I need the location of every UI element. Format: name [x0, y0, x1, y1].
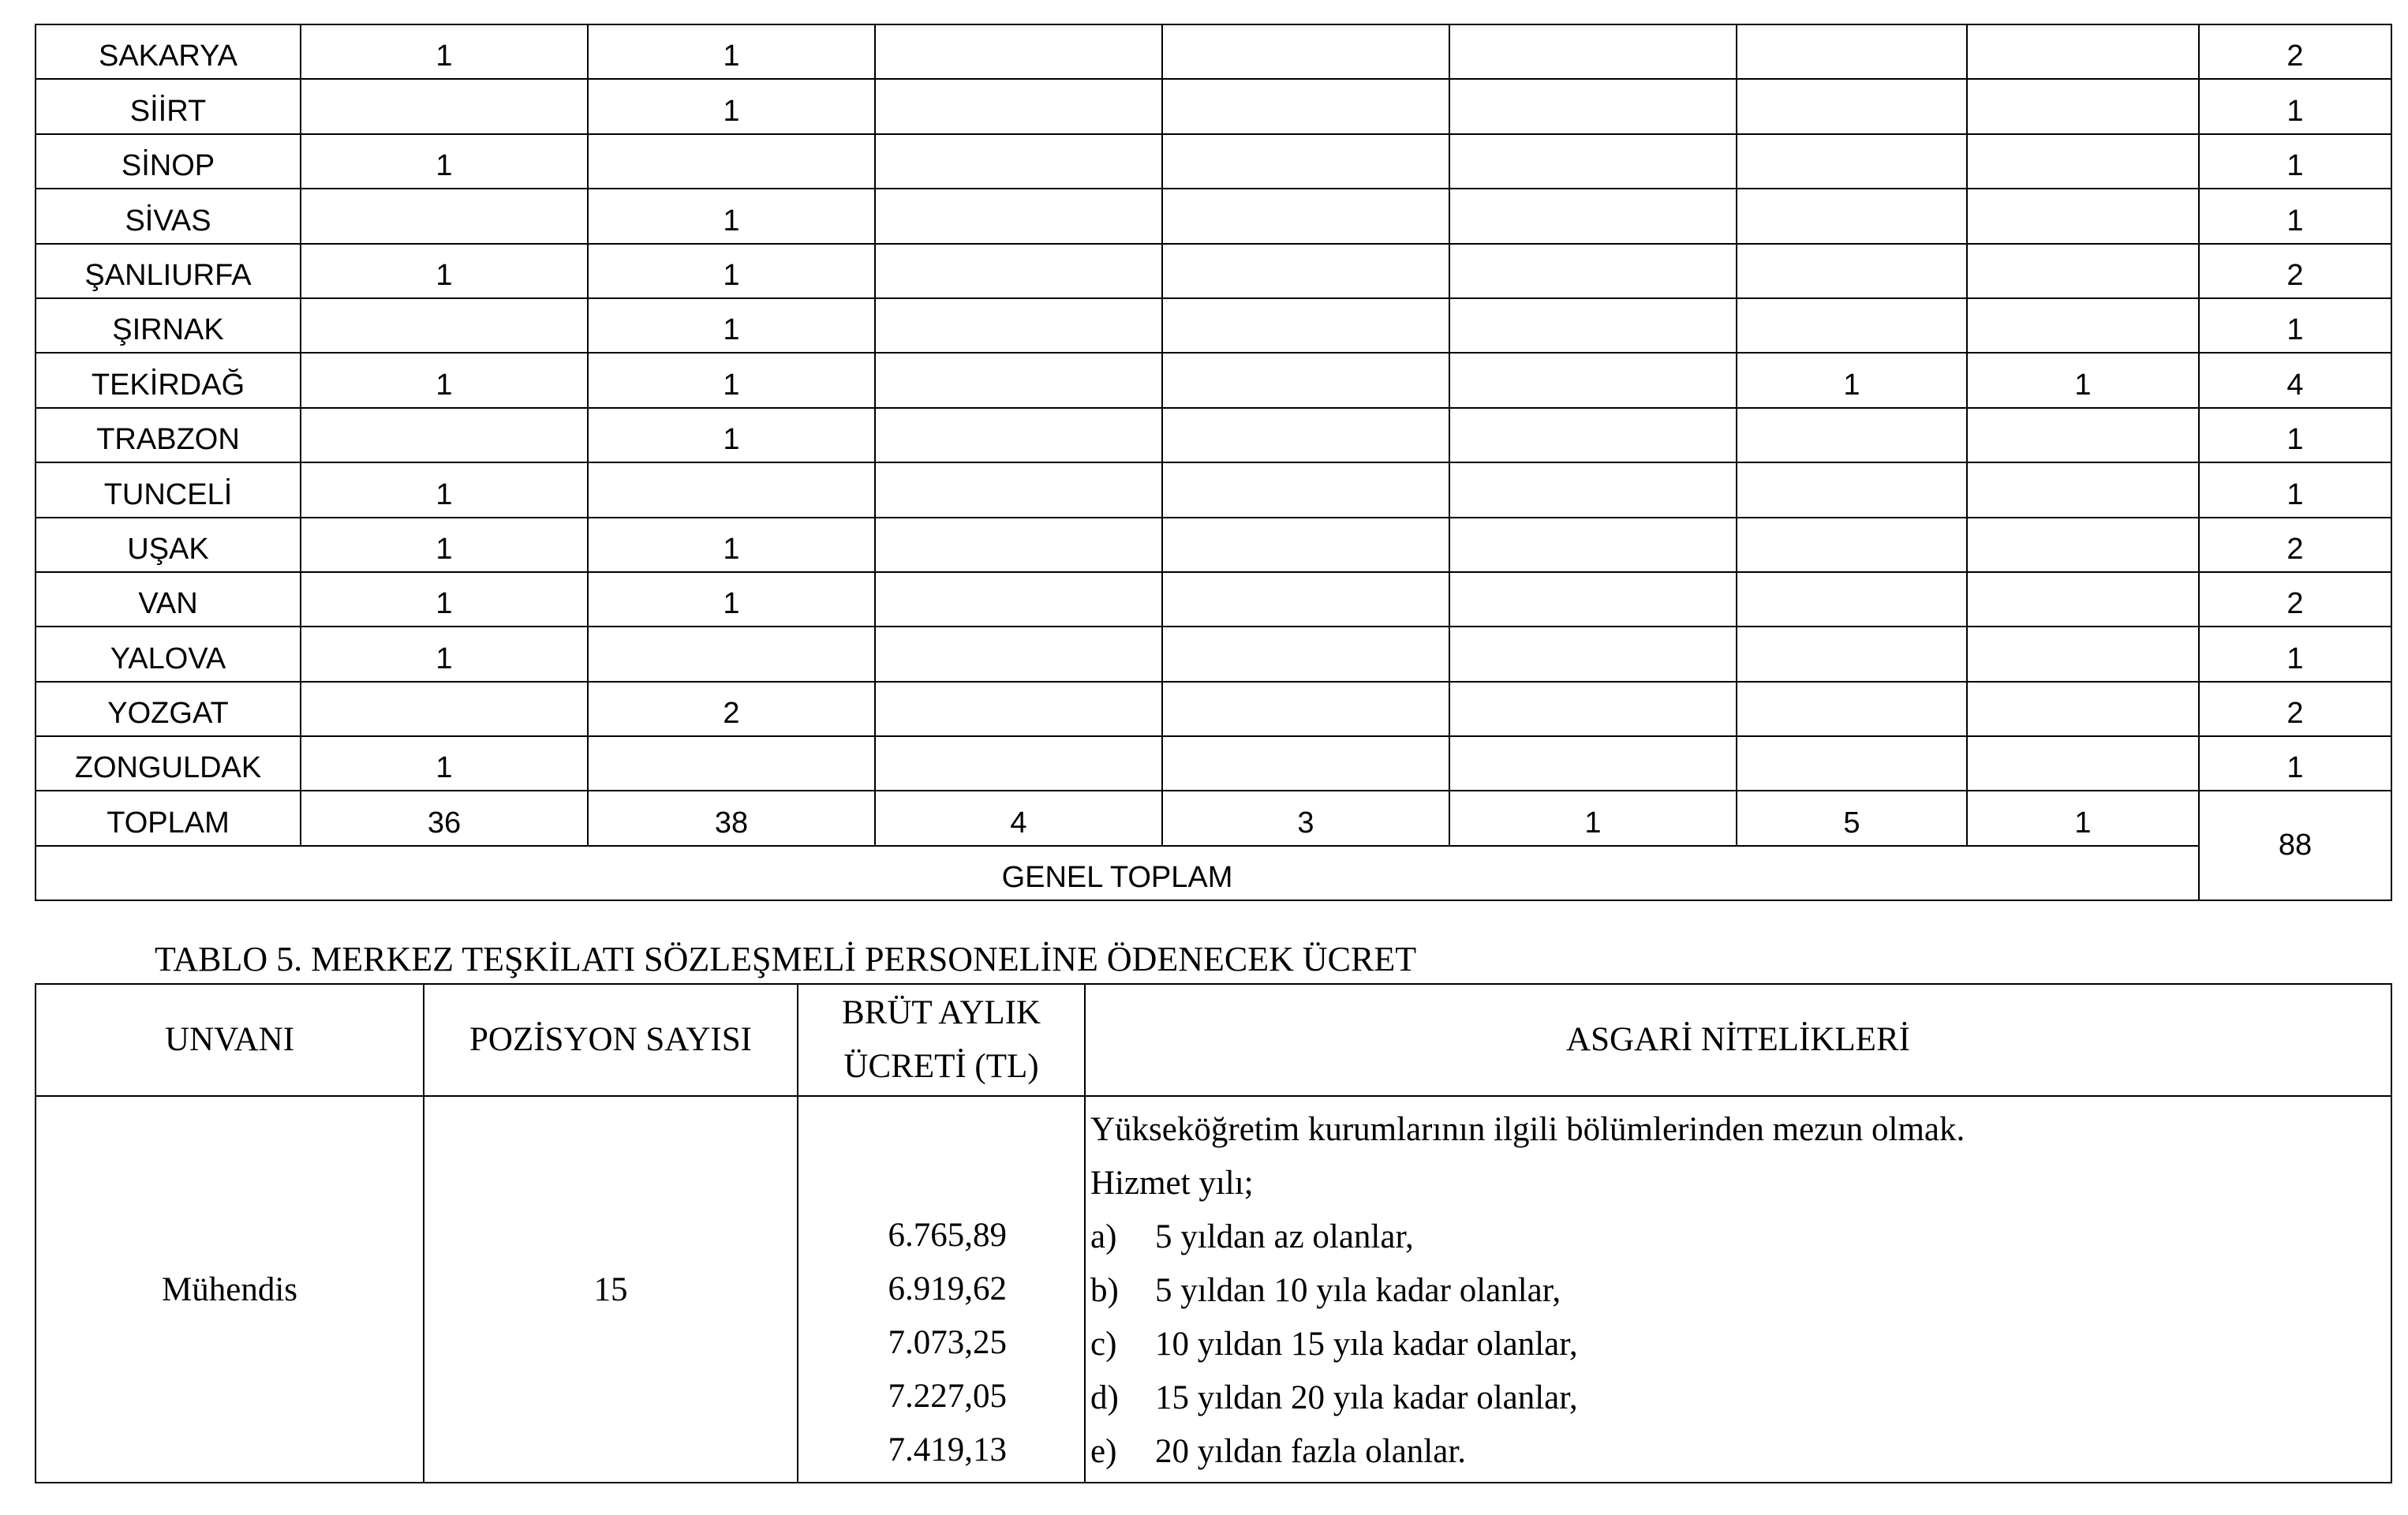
city-cell — [588, 134, 875, 189]
city-cell — [1737, 518, 1967, 572]
table5-caption: TABLO 5. MERKEZ TEŞKİLATI SÖZLEŞMELİ PERSONELİNE ÖDENECEK ÜCRET — [155, 940, 1417, 978]
city-cell — [1737, 627, 1967, 681]
city-row-total: 1 — [2199, 462, 2391, 517]
qual-item-letter: e) — [1090, 1433, 1117, 1470]
city-cell — [1162, 298, 1449, 353]
city-cell — [1449, 408, 1737, 462]
city-cell — [1967, 572, 2199, 627]
cell-qualifications — [1085, 1096, 2391, 1483]
city-cell: 1 — [1967, 353, 2199, 407]
total-cell: 36 — [301, 791, 588, 845]
city-cell — [1162, 462, 1449, 517]
wage-value: 7.419,13 — [888, 1431, 1007, 1468]
cell-unvan: Mühendis — [36, 1096, 424, 1483]
qual-service: Hizmet yılı; — [1090, 1165, 1254, 1202]
city-name: VAN — [36, 572, 301, 627]
qual-item — [1090, 1210, 2391, 1264]
city-cell — [875, 353, 1162, 407]
city-cell — [1967, 518, 2199, 572]
city-cell — [1162, 24, 1449, 79]
total-label: TOPLAM — [36, 791, 301, 845]
city-cell — [1162, 134, 1449, 189]
city-row-total: 2 — [2199, 572, 2391, 627]
city-cell: 1 — [588, 572, 875, 627]
qual-item-text: 5 yıldan 10 yıla kadar olanlar, — [1155, 1272, 1561, 1309]
city-cell — [301, 298, 588, 353]
wage-value: 6.919,62 — [888, 1270, 1007, 1307]
city-cell — [1737, 462, 1967, 517]
wage-value: 6.765,89 — [888, 1217, 1007, 1254]
total-cell: 4 — [875, 791, 1162, 845]
city-row — [36, 24, 2391, 79]
city-row-total: 1 — [2199, 298, 2391, 353]
qual-item-text: 10 yıldan 15 yıla kadar olanlar, — [1155, 1326, 1578, 1363]
city-row — [36, 79, 2391, 133]
city-cell: 1 — [588, 518, 875, 572]
city-cell — [1737, 736, 1967, 791]
city-row — [36, 408, 2391, 462]
city-name: YOZGAT — [36, 682, 301, 736]
city-cell: 1 — [588, 244, 875, 298]
city-row-total: 1 — [2199, 79, 2391, 133]
city-cell — [1449, 736, 1737, 791]
city-name: SİİRT — [36, 79, 301, 133]
city-row — [36, 353, 2391, 407]
city-cell — [1737, 682, 1967, 736]
city-row-total: 2 — [2199, 24, 2391, 79]
header-nitelik: ASGARİ NİTELİKLERİ — [1085, 984, 2391, 1096]
city-row — [36, 244, 2391, 298]
city-cell: 1 — [301, 627, 588, 681]
total-cell: 3 — [1162, 791, 1449, 845]
city-name: SİVAS — [36, 189, 301, 243]
city-cell: 1 — [301, 518, 588, 572]
city-name: SAKARYA — [36, 24, 301, 79]
city-name: ZONGULDAK — [36, 736, 301, 791]
city-cell — [1737, 134, 1967, 189]
city-cell — [1449, 462, 1737, 517]
city-cell: 1 — [588, 189, 875, 243]
city-cell — [875, 572, 1162, 627]
qual-item-letter: d) — [1090, 1379, 1119, 1416]
city-row — [36, 134, 2391, 189]
qual-item — [1090, 1318, 2391, 1371]
wage-value: 7.073,25 — [888, 1324, 1007, 1361]
city-cell — [1967, 408, 2199, 462]
city-cell — [1449, 24, 1737, 79]
total-row — [36, 791, 2391, 845]
city-cell — [1737, 298, 1967, 353]
city-distribution-table — [35, 24, 2392, 901]
qual-item-text: 20 yıldan fazla olanlar. — [1155, 1433, 1467, 1470]
city-cell — [588, 462, 875, 517]
city-cell — [1162, 408, 1449, 462]
city-cell — [1449, 244, 1737, 298]
cell-wages — [798, 1096, 1085, 1483]
header-unvan: UNVANI — [36, 984, 424, 1096]
city-cell — [1967, 24, 2199, 79]
city-row — [36, 736, 2391, 791]
city-name: YALOVA — [36, 627, 301, 681]
city-cell — [588, 627, 875, 681]
city-cell — [1449, 79, 1737, 133]
city-cell — [875, 244, 1162, 298]
total-cell: 1 — [1967, 791, 2199, 845]
city-cell — [1162, 518, 1449, 572]
city-cell: 1 — [588, 24, 875, 79]
city-name: UŞAK — [36, 518, 301, 572]
qual-intro: Yükseköğretim kurumlarının ilgili bölümlerinden mezun olmak. — [1090, 1111, 1965, 1148]
city-row-total: 1 — [2199, 627, 2391, 681]
city-row — [36, 189, 2391, 243]
city-cell — [875, 462, 1162, 517]
grand-total-value: 88 — [2199, 791, 2391, 900]
city-name: ŞIRNAK — [36, 298, 301, 353]
city-cell — [1967, 134, 2199, 189]
city-cell — [1737, 408, 1967, 462]
city-cell — [875, 682, 1162, 736]
city-cell — [1737, 189, 1967, 243]
city-cell: 1 — [588, 408, 875, 462]
city-cell — [301, 408, 588, 462]
qual-item-letter: b) — [1090, 1272, 1119, 1309]
city-cell — [1162, 353, 1449, 407]
city-cell — [1449, 572, 1737, 627]
wage-table-header-row — [36, 984, 2391, 1096]
city-cell: 1 — [301, 353, 588, 407]
city-cell: 1 — [301, 24, 588, 79]
city-row — [36, 462, 2391, 517]
city-cell — [1162, 189, 1449, 243]
city-cell — [1449, 627, 1737, 681]
header-brut-line2: ÜCRETİ (TL) — [843, 1048, 1039, 1085]
city-cell — [301, 79, 588, 133]
qual-item-letter: a) — [1090, 1218, 1117, 1255]
city-row-total: 1 — [2199, 408, 2391, 462]
city-cell: 1 — [301, 736, 588, 791]
city-cell — [1162, 627, 1449, 681]
city-row-total: 1 — [2199, 189, 2391, 243]
qual-item — [1090, 1264, 2391, 1318]
city-cell — [1449, 298, 1737, 353]
city-row — [36, 572, 2391, 627]
city-cell — [1449, 682, 1737, 736]
total-cell: 5 — [1737, 791, 1967, 845]
city-cell: 2 — [588, 682, 875, 736]
qual-item-letter: c) — [1090, 1326, 1117, 1363]
qual-item — [1090, 1371, 2391, 1425]
city-cell — [301, 682, 588, 736]
city-row-total: 1 — [2199, 134, 2391, 189]
city-cell — [875, 408, 1162, 462]
wage-value: 7.227,05 — [888, 1378, 1007, 1415]
city-cell: 1 — [588, 298, 875, 353]
grand-total-row — [36, 846, 2391, 900]
city-cell — [1449, 189, 1737, 243]
total-cell: 38 — [588, 791, 875, 845]
city-name: ŞANLIURFA — [36, 244, 301, 298]
city-cell — [1449, 518, 1737, 572]
wage-table-row — [36, 1096, 2391, 1483]
qual-item-text: 15 yıldan 20 yıla kadar olanlar, — [1155, 1379, 1578, 1416]
city-cell — [875, 518, 1162, 572]
wage-table — [35, 983, 2392, 1483]
cell-pozisyon: 15 — [424, 1096, 798, 1483]
city-row — [36, 682, 2391, 736]
city-cell — [1967, 736, 2199, 791]
city-row-total: 4 — [2199, 353, 2391, 407]
qual-item-text: 5 yıldan az olanlar, — [1155, 1218, 1414, 1255]
city-cell — [1162, 682, 1449, 736]
city-cell — [1967, 682, 2199, 736]
city-cell: 1 — [301, 134, 588, 189]
city-cell: 1 — [301, 462, 588, 517]
city-row-total: 1 — [2199, 736, 2391, 791]
city-cell: 1 — [301, 244, 588, 298]
city-cell — [1162, 736, 1449, 791]
city-cell — [875, 24, 1162, 79]
city-cell — [1737, 244, 1967, 298]
city-name: TUNCELİ — [36, 462, 301, 517]
city-cell — [1449, 134, 1737, 189]
city-cell: 1 — [1737, 353, 1967, 407]
city-cell — [1737, 24, 1967, 79]
city-cell — [1967, 244, 2199, 298]
city-cell — [1967, 189, 2199, 243]
city-row — [36, 298, 2391, 353]
city-cell: 1 — [588, 353, 875, 407]
city-cell — [875, 627, 1162, 681]
city-cell — [301, 189, 588, 243]
city-cell — [588, 736, 875, 791]
city-cell — [1737, 572, 1967, 627]
city-cell — [1967, 462, 2199, 517]
city-cell — [875, 189, 1162, 243]
city-row-total: 2 — [2199, 518, 2391, 572]
city-cell: 1 — [301, 572, 588, 627]
city-cell — [875, 134, 1162, 189]
qual-item — [1090, 1425, 2391, 1479]
city-cell — [1967, 627, 2199, 681]
city-name: TEKİRDAĞ — [36, 353, 301, 407]
header-brut-line1: BRÜT AYLIK — [841, 994, 1041, 1031]
header-brut — [798, 984, 1085, 1096]
city-cell — [1162, 572, 1449, 627]
total-cell: 1 — [1449, 791, 1737, 845]
city-cell — [1737, 79, 1967, 133]
city-cell — [875, 79, 1162, 133]
city-cell — [1967, 298, 2199, 353]
city-cell — [1449, 353, 1737, 407]
city-cell — [1162, 79, 1449, 133]
city-cell: 1 — [588, 79, 875, 133]
city-cell — [1162, 244, 1449, 298]
header-pozisyon: POZİSYON SAYISI — [424, 984, 798, 1096]
city-row — [36, 627, 2391, 681]
city-cell — [875, 298, 1162, 353]
grand-total-label: GENEL TOPLAM — [36, 846, 2199, 900]
city-row — [36, 518, 2391, 572]
city-row-total: 2 — [2199, 244, 2391, 298]
city-row-total: 2 — [2199, 682, 2391, 736]
city-name: SİNOP — [36, 134, 301, 189]
city-cell — [1967, 79, 2199, 133]
city-name: TRABZON — [36, 408, 301, 462]
city-cell — [875, 736, 1162, 791]
